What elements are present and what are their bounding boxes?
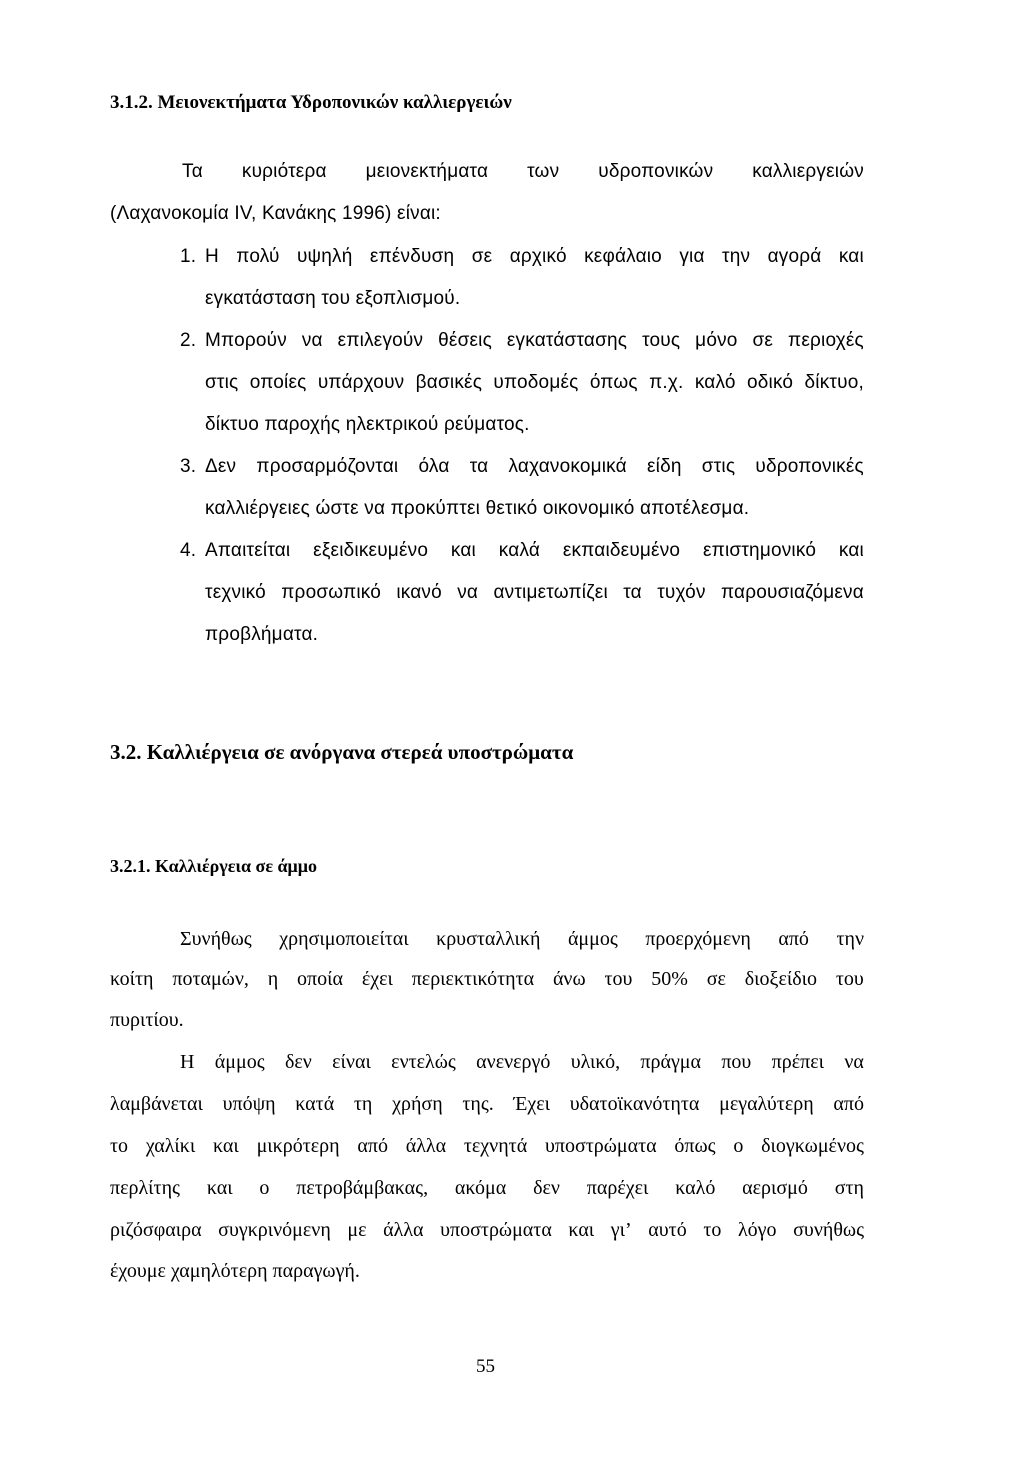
word: επιλεγούν xyxy=(337,330,424,351)
word: προσαρμόζονται xyxy=(256,456,399,477)
word: που xyxy=(721,1051,752,1073)
word: γι’ xyxy=(610,1219,632,1241)
list-item-2-line-2 xyxy=(205,372,864,394)
word: αντιμετωπίζει xyxy=(493,582,608,603)
list-item-4-line-3: προβλήματα. xyxy=(205,624,319,645)
word: καλά xyxy=(498,540,541,561)
word: άλλα xyxy=(383,1219,424,1241)
word: από xyxy=(833,1093,864,1115)
word: άμμος xyxy=(567,928,618,950)
word: εγκατάστασης xyxy=(506,330,628,351)
word: υδατοϊκανότητα xyxy=(569,1093,700,1115)
word: Η xyxy=(180,1051,195,1073)
word: οδικό xyxy=(746,372,794,393)
word: υπάρχουν xyxy=(317,372,405,393)
word: αγορά xyxy=(767,246,822,267)
word: κρυσταλλική xyxy=(436,928,541,950)
word: και xyxy=(206,1177,233,1199)
word: περιεκτικότητα xyxy=(411,968,535,990)
word: σε xyxy=(706,968,726,990)
list-marker: 2. xyxy=(180,330,197,351)
word: θέσεις xyxy=(438,330,492,351)
heading-number: 3.1.2. xyxy=(110,92,153,113)
word: του xyxy=(835,968,864,990)
word: λαμβάνεται xyxy=(110,1093,203,1115)
para-2-line-1 xyxy=(180,1051,864,1074)
word: αερισμό xyxy=(742,1177,808,1199)
page-number: 55 xyxy=(476,1356,495,1377)
word: τα xyxy=(623,582,642,603)
word: υδροπονικές xyxy=(755,456,864,477)
word: με xyxy=(347,1219,367,1241)
word: Απαιτείται xyxy=(205,540,291,561)
word: μόνο xyxy=(695,330,738,351)
word: των xyxy=(527,161,560,182)
list-item-3-line-1 xyxy=(205,456,864,478)
section-heading-3-2: 3.2. Καλλιέργεια σε ανόργανα στερεά υποστρώματα xyxy=(110,740,574,764)
word: πολύ xyxy=(236,246,280,267)
word: ανενεργό xyxy=(476,1051,551,1073)
word: το xyxy=(703,1219,722,1241)
section-heading-3-1-2 xyxy=(110,92,512,114)
word: κατά xyxy=(295,1093,335,1115)
word: περλίτης xyxy=(110,1177,180,1199)
word: τα xyxy=(469,456,489,477)
word: κεφάλαιο xyxy=(584,246,662,267)
word: προσωπικό xyxy=(281,582,381,603)
word: προερχόμενη xyxy=(645,928,751,950)
word: συνήθως xyxy=(793,1219,864,1241)
word: στη xyxy=(834,1177,864,1199)
word: της. xyxy=(462,1093,494,1115)
word: τεχνητά xyxy=(463,1135,528,1157)
para-2-line-5 xyxy=(110,1219,864,1242)
word: δίκτυο, xyxy=(804,372,864,393)
word: και xyxy=(568,1219,595,1241)
word: παρουσιαζόμενα xyxy=(721,582,864,603)
word: καλλιεργειών xyxy=(752,161,864,182)
word: υποστρώματα xyxy=(440,1219,552,1241)
word: υποστρώματα xyxy=(544,1135,657,1157)
word: από xyxy=(357,1135,388,1157)
word: πράγμα xyxy=(640,1051,701,1073)
word: διογκωμένος xyxy=(761,1135,864,1157)
word: από xyxy=(778,928,809,950)
word: καλό xyxy=(675,1177,716,1199)
word: την xyxy=(722,246,751,267)
section-heading-3-2-1: 3.2.1. Καλλιέργεια σε άμμο xyxy=(110,856,317,876)
word: όπως xyxy=(674,1135,716,1157)
word: συγκρινόμενη xyxy=(218,1219,331,1241)
para-1-line-2 xyxy=(110,968,864,991)
para-2-line-4 xyxy=(110,1177,864,1200)
para-2-line-6: έχουμε χαμηλότερη παραγωγή. xyxy=(110,1260,360,1282)
word: πρέπει xyxy=(771,1051,825,1073)
word: μικρότερη xyxy=(256,1135,340,1157)
list-item-1-line-2: εγκατάσταση του εξοπλισμού. xyxy=(205,288,461,309)
word: το xyxy=(110,1135,129,1157)
word: κυριότερα xyxy=(241,161,327,182)
word: σε xyxy=(471,246,493,267)
list-item-4-line-1 xyxy=(205,540,864,562)
word: και xyxy=(450,540,476,561)
word: μειονεκτήματα xyxy=(365,161,489,182)
word: μεγαλύτερη xyxy=(719,1093,814,1115)
word: άνω xyxy=(552,968,586,990)
word: ο xyxy=(259,1177,270,1199)
word: είδη xyxy=(647,456,682,477)
heading-title: Μειονεκτήματα Υδροπονικών καλλιεργειών xyxy=(157,92,512,113)
word: κοίτη xyxy=(110,968,154,990)
word: τους xyxy=(642,330,681,351)
word: άλλα xyxy=(405,1135,447,1157)
list-item-2-line-3: δίκτυο παροχής ηλεκτρικού ρεύματος. xyxy=(205,414,530,435)
intro-line-2: (Λαχανοκομία IV, Κανάκης 1996) είναι: xyxy=(110,203,441,224)
list-marker: 4. xyxy=(180,540,197,561)
word: η xyxy=(267,968,279,990)
word: ακόμα xyxy=(454,1177,507,1199)
word: διοξείδιο xyxy=(744,968,818,990)
word: έχει xyxy=(361,968,393,990)
word: και xyxy=(213,1135,239,1157)
word: παρέχει xyxy=(586,1177,649,1199)
word: επένδυση xyxy=(369,246,455,267)
word: εξειδικευμένο xyxy=(313,540,429,561)
word: και xyxy=(838,540,864,561)
word: λαχανοκομικά xyxy=(508,456,627,477)
word: στις xyxy=(205,372,239,393)
word: για xyxy=(679,246,705,267)
list-marker: 1. xyxy=(180,246,197,267)
word: ριζόσφαιρα xyxy=(110,1219,202,1241)
word: πετροβάμβακας, xyxy=(296,1177,429,1199)
word: οποία xyxy=(297,968,343,990)
para-1-line-3: πυριτίου. xyxy=(110,1009,184,1031)
word: βασικές xyxy=(415,372,483,393)
word: εκπαιδευμένο xyxy=(562,540,681,561)
word: υπόψη xyxy=(222,1093,276,1115)
word: την xyxy=(836,928,864,950)
list-item-4-line-2 xyxy=(205,582,864,604)
word: υποδομές xyxy=(493,372,579,393)
word: εντελώς xyxy=(391,1051,456,1073)
word: υψηλή xyxy=(296,246,353,267)
word: λόγο xyxy=(737,1219,777,1241)
list-item-3-line-2: καλλιέργειες ώστε να προκύπτει θετικό οικονομικό αποτέλεσμα. xyxy=(205,498,750,519)
word: καλό xyxy=(694,372,736,393)
word: υλικό, xyxy=(570,1051,621,1073)
word: άμμος xyxy=(214,1051,265,1073)
word: είναι xyxy=(332,1051,371,1073)
word: τυχόν xyxy=(657,582,706,603)
word: τη xyxy=(353,1093,373,1115)
word: να xyxy=(301,330,323,351)
para-1-line-1 xyxy=(180,928,864,951)
intro-line-1 xyxy=(182,161,864,183)
word: χαλίκι xyxy=(145,1135,196,1157)
word: όλα xyxy=(418,456,450,477)
word: επιστημονικό xyxy=(703,540,817,561)
word: αρχικό xyxy=(509,246,567,267)
word: δεν xyxy=(533,1177,560,1199)
word: να xyxy=(457,582,479,603)
list-item-2-line-1 xyxy=(205,330,864,352)
word: 50% xyxy=(651,968,688,990)
word: ποταμών, xyxy=(172,968,249,990)
para-2-line-3 xyxy=(110,1135,864,1158)
word: Μπορούν xyxy=(205,330,287,351)
word: Δεν xyxy=(205,456,237,477)
word: και xyxy=(838,246,864,267)
word: του xyxy=(604,968,633,990)
word: ικανό xyxy=(396,582,442,603)
word: να xyxy=(844,1051,864,1073)
word: χρήση xyxy=(392,1093,443,1115)
word: σε xyxy=(752,330,774,351)
word: π.χ. xyxy=(649,372,684,393)
word: όπως xyxy=(589,372,638,393)
word: δεν xyxy=(284,1051,312,1073)
list-marker: 3. xyxy=(180,456,197,477)
word: οποίες xyxy=(249,372,307,393)
word: Τα xyxy=(182,161,203,182)
word: τεχνικό xyxy=(205,582,266,603)
word: χρησιμοποιείται xyxy=(279,928,409,950)
word: υδροπονικών xyxy=(598,161,714,182)
word: Συνήθως xyxy=(180,928,252,950)
word: Η xyxy=(205,246,219,267)
word: στις xyxy=(701,456,736,477)
word: αυτό xyxy=(648,1219,687,1241)
word: ο xyxy=(733,1135,744,1157)
list-item-1-line-1 xyxy=(205,246,864,268)
para-2-line-2 xyxy=(110,1093,864,1116)
word: Έχει xyxy=(513,1093,551,1115)
word: περιοχές xyxy=(788,330,864,351)
